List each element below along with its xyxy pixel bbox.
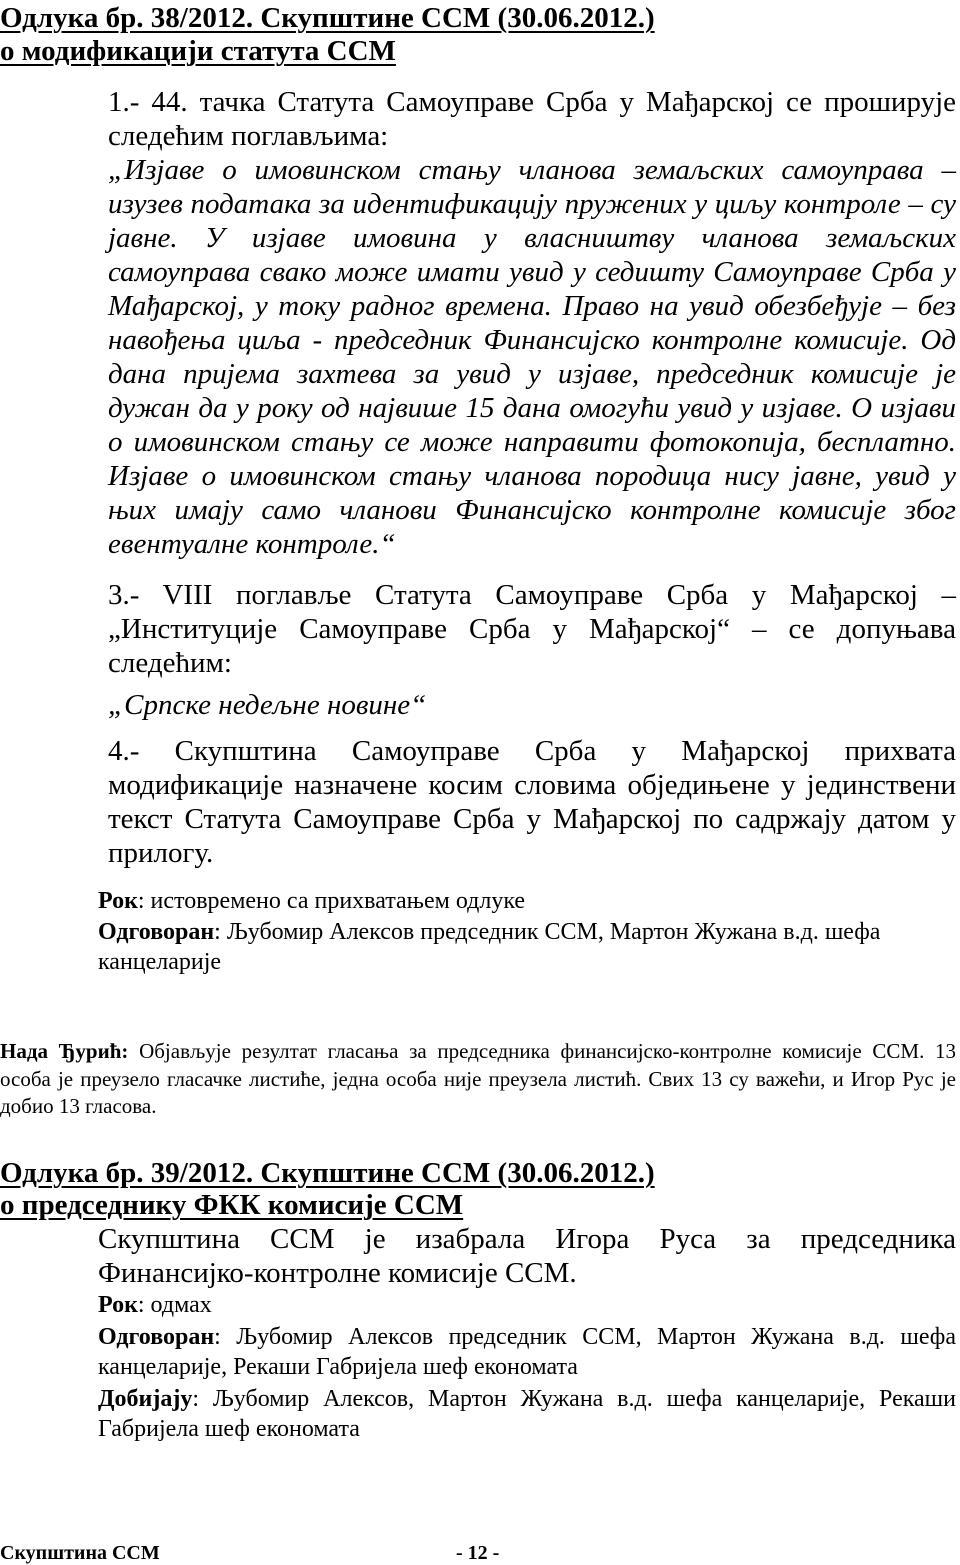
decision2-title-line1: Одлука бр. 39/2012. Скупштине ССМ (30.06.2012.) (0, 1157, 655, 1189)
decision2-title-line2: о председнику ФКК комисије ССМ (0, 1189, 464, 1221)
decision1-title-line1: Одлука бр. 38/2012. Скупштине ССМ (30.06.2012.) (0, 2, 655, 34)
item3-quote: „Српске недељне новине“ (108, 689, 427, 721)
decision1-meta (98, 886, 956, 977)
deadline-label: Рок (98, 888, 138, 914)
item4-text: 4.- Скупштина Самоуправе Срба у Мађарској прихвата модификације назначене косим словима обједињене у јединствени текст Статута Самоуправе Срба у Мађарској по садржају датом у прилогу. (108, 735, 956, 869)
deadline-text: : истовремено са прихватањем одлуке (137, 888, 526, 914)
decision1-item3 (108, 578, 956, 722)
vote-note-speaker: Нада Ђурић: (0, 1039, 129, 1063)
decision1-item4 (108, 734, 956, 870)
d2-responsible-label: Одговоран (98, 1324, 215, 1350)
decision1-item1 (108, 85, 956, 561)
decision2-recipients (98, 1384, 956, 1444)
d2-recipients-label: Добијају (98, 1386, 193, 1412)
item1-intro: 1.- 44. тачка Статута Самоуправе Срба у Мађарској се проширује следећим поглављима: (108, 86, 956, 152)
decision2-responsible (98, 1322, 956, 1382)
responsible-label: Одговоран (98, 919, 215, 945)
decision2-meta (98, 1290, 956, 1444)
decision2-body-text: Скупштина ССМ је изабрала Игора Руса за председника Финансијко-контролне комисије ССМ. (98, 1223, 956, 1289)
d2-deadline-text: : одмах (137, 1292, 212, 1318)
vote-note-text: Објављује резултат гласања за председника финансијско-контролне комисије ССМ. 13 особа је преузело гласачке листиће, једна особа није преузела листић. Свих 13 су важећи, и Игор Рус је добио 13 гласова. (0, 1039, 956, 1118)
decision1-responsible (98, 917, 956, 977)
responsible-text: : Љубомир Алексов председник ССМ, Мартон Жужана в.д. шефа канцеларије (98, 919, 881, 975)
decision2-body (98, 1222, 956, 1290)
decision1-title-line2: о модификацији статута ССМ (0, 35, 396, 67)
d2-deadline-label: Рок (98, 1292, 138, 1318)
footer-page-number: - 12 - (456, 1542, 500, 1564)
decision2-deadline (98, 1290, 956, 1320)
d2-recipients-text: : Љубомир Алексов, Мартон Жужана в.д. шефа канцеларије, Рекаши Габријела шеф економата (98, 1386, 956, 1442)
footer-left: Скупштина ССМ (0, 1542, 160, 1564)
item3-text: 3.- VIII поглавље Статута Самоуправе Срба у Мађарској – „Институције Самоуправе Срба у Мађарској“ – се допуњава следећим: (108, 579, 956, 679)
decision1-deadline (98, 886, 956, 916)
vote-note (0, 1038, 956, 1121)
item1-quote: „Изјаве о имовинском стању чланова земаљских самоуправа – изузев података за идентификацију пружених у циљу контроле – су јавне. У изјаве имовина у власништву чланова земаљских самоуправа свако може имати увид у седишту Самоуправе Срба у Мађарској, у току радног времена. Право на увид обезбеђује – без навођења циља - председник Финансијско контролне комисије. Од дана пријема захтева за увид у изјаве, председник комисије је дужан да у року од највише 15 дана омогући увид у изјаве. О изјави о имовинском стању се може направити фотокопија, бесплатно. Изјаве о имовинском стању чланова породица нису јавне, увид у њих имају само чланови Финансијско контролне комисије због евентуалне контроле.“ (108, 154, 956, 560)
d2-responsible-text: : Љубомир Алексов председник ССМ, Мартон Жужана в.д. шефа канцеларије, Рекаши Габријела шеф економата (98, 1324, 956, 1380)
